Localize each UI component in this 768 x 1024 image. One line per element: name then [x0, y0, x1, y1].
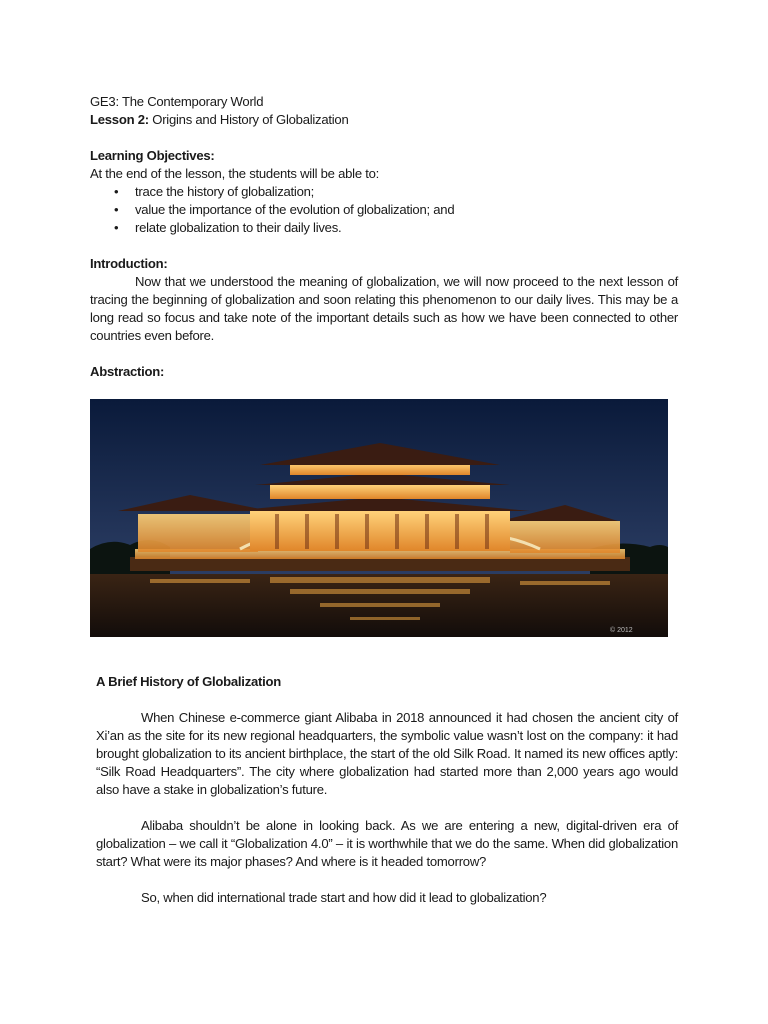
lesson-label: Lesson 2:: [90, 112, 149, 127]
document-page: [90, 93, 678, 381]
lesson-name: Origins and History of Globalization: [148, 112, 349, 127]
photo-watermark: © 2012: [610, 627, 633, 634]
history-paragraph-3: So, when did international trade start and how did it lead to globalization?: [141, 890, 547, 905]
history-paragraph-1: When Chinese e-commerce giant Alibaba in 2018 announced it had chosen the ancient city of Xi’an as the site for its new regional headquarters, the symbolic value wasn’t lost on the company: it had brought globalization to its ancient birthplace, the start of the old Silk Road. It named its new offices aptly: “Silk Road Headquarters”. The city where globalization had started more than 2,000 years ago would also have a stake in globalization’s future.: [96, 710, 678, 797]
objective-item: • trace the history of globalization;: [90, 183, 678, 201]
introduction-heading: Introduction:: [90, 256, 168, 271]
abstraction-heading: Abstraction:: [90, 364, 165, 379]
introduction-paragraph: Now that we understood the meaning of globalization, we will now proceed to the next lesson of tracing the beginning of globalization and soon relating this phenomenon to our daily lives. This may be a long read so focus and take note of the important details such as how we have been connected to other countries even before.: [90, 274, 678, 343]
palace-illustration: [90, 399, 668, 637]
history-paragraph-2: Alibaba shouldn’t be alone in looking back. As we are entering a new, digital-driven era of globalization – we call it “Globalization 4.0” – it is worthwhile that we do the same. When did globalization start? What were its major phases? And where is it headed tomorrow?: [96, 818, 678, 869]
course-title: GE3: The Contemporary World: [90, 94, 264, 109]
lesson-title: [90, 111, 678, 129]
history-heading: A Brief History of Globalization: [96, 674, 282, 689]
palace-photo: [90, 399, 668, 637]
objective-item: • value the importance of the evolution of globalization; and: [90, 201, 678, 219]
objectives-list: [90, 183, 678, 237]
objectives-heading: Learning Objectives:: [90, 148, 215, 163]
history-section: [96, 673, 678, 907]
objectives-intro: At the end of the lesson, the students will be able to:: [90, 166, 380, 181]
objective-item: • relate globalization to their daily lives.: [90, 219, 678, 237]
